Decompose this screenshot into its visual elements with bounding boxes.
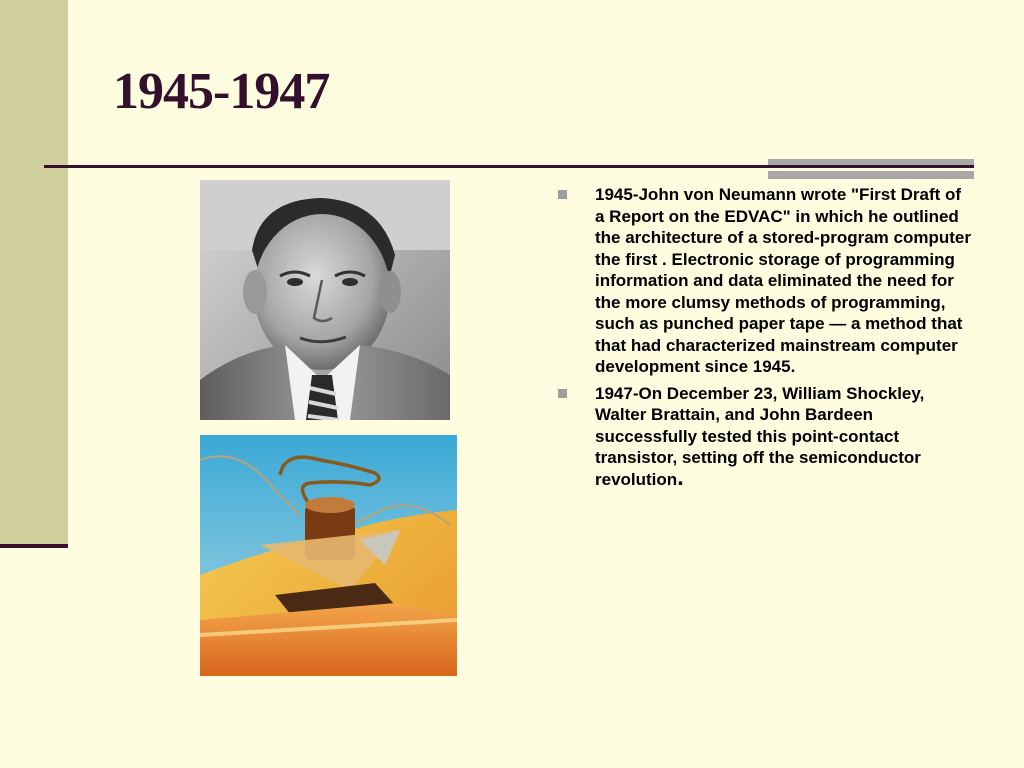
bullet-text: 1945-John von Neumann wrote "First Draft of a Report on the EDVAC" in which he outlined the architecture of a stored-program computer the first . Electronic storage of programming information and data eliminated the need for the more clumsy methods of programming, such as punched paper tape — a method that that had characterized mainstream computer development since 1945.: [595, 185, 971, 376]
transistor-photo: [200, 435, 457, 676]
accent-bar-bottom: [768, 171, 974, 179]
bullet-text: 1947-On December 23, William Shockley, Walter Brattain, and John Bardeen successfully tested this point-contact transistor, setting off the semiconductor revolution: [595, 383, 925, 489]
transistor-photo-graphic: [200, 435, 457, 676]
bullet-item-1947: [555, 383, 975, 491]
square-bullet-icon: [558, 389, 567, 398]
slide-title: 1945-1947: [113, 63, 330, 120]
left-band-underline: [0, 544, 68, 548]
accent-bar-top: [768, 159, 974, 165]
bullet-terminal-period: .: [677, 463, 684, 491]
bullet-list: [555, 184, 975, 495]
left-decorative-band: [0, 0, 68, 545]
square-bullet-icon: [558, 190, 567, 199]
bullet-item-1945: [555, 184, 975, 378]
portrait-photo-graphic: [200, 180, 450, 420]
title-divider: [44, 165, 974, 168]
portrait-photo: [200, 180, 450, 420]
